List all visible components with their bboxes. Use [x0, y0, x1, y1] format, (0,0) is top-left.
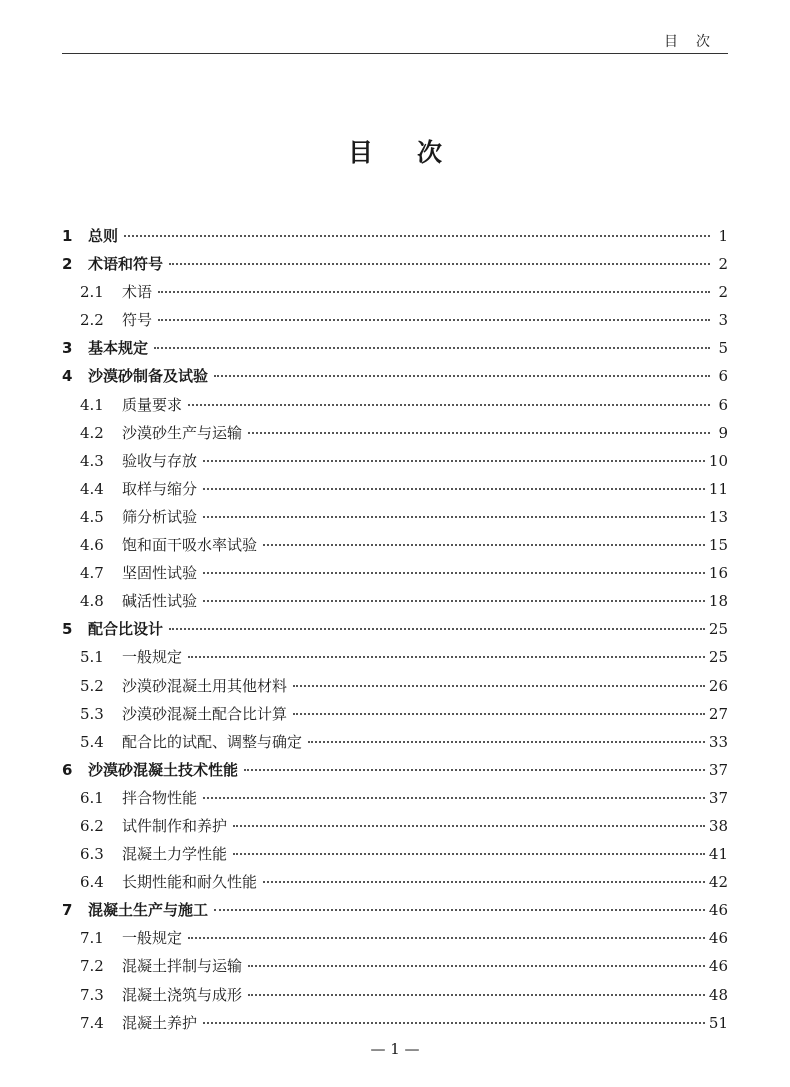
dot-leader [248, 432, 710, 434]
toc-entry-title: 取样与缩分 [122, 479, 198, 498]
toc-entry-number: 6.2 [80, 816, 104, 835]
toc-entry[interactable] [62, 531, 728, 559]
toc-entry-title: 验收与存放 [122, 451, 198, 470]
toc-entry-title: 混凝土浇筑与成形 [122, 985, 243, 1004]
dot-leader [169, 628, 705, 630]
toc-entry[interactable] [62, 334, 728, 362]
toc-entry-title: 术语和符号 [88, 255, 164, 274]
toc-entry-number: 6 [62, 760, 73, 779]
toc-entry[interactable] [62, 362, 728, 390]
toc-entry[interactable] [62, 475, 728, 503]
toc-entry-number: 7.1 [80, 929, 104, 948]
toc-entry-title: 符号 [122, 311, 153, 330]
toc-entry-number: 7.3 [80, 985, 104, 1004]
toc-entry[interactable] [62, 391, 728, 419]
dot-leader [293, 685, 705, 687]
toc-entry-title: 基本规定 [88, 339, 149, 358]
toc-entry-number: 1 [62, 227, 73, 245]
dot-leader [248, 965, 705, 967]
dot-leader [263, 881, 705, 883]
toc-entry[interactable] [62, 447, 728, 475]
toc-entry-title: 沙漠砂混凝土技术性能 [88, 760, 239, 779]
toc-entry-number: 7.2 [80, 957, 104, 976]
dot-leader [244, 769, 705, 771]
table-of-contents [62, 222, 728, 1037]
dot-leader [188, 937, 705, 939]
toc-entry[interactable] [62, 419, 728, 447]
toc-entry-title: 混凝土生产与施工 [88, 901, 209, 920]
dot-leader [214, 375, 710, 377]
toc-entry-number: 4.1 [80, 395, 104, 414]
toc-entry[interactable] [62, 643, 728, 671]
toc-entry-page: 2 [718, 255, 728, 274]
toc-entry-page: 25 [708, 620, 728, 639]
toc-entry-page: 2 [718, 283, 728, 302]
toc-entry[interactable] [62, 812, 728, 840]
toc-entry-title: 筛分析试验 [122, 507, 198, 526]
toc-entry-page: 9 [718, 423, 728, 442]
toc-entry-title: 混凝土力学性能 [122, 845, 228, 864]
dot-leader [188, 404, 710, 406]
toc-entry-number: 5.1 [80, 648, 104, 667]
toc-entry-page: 16 [708, 564, 728, 583]
toc-entry[interactable] [62, 756, 728, 784]
toc-entry-number: 2 [62, 255, 73, 274]
toc-entry-number: 4.5 [80, 507, 104, 526]
toc-entry-number: 2.1 [80, 283, 104, 302]
toc-entry[interactable] [62, 587, 728, 615]
toc-entry-page: 33 [708, 732, 728, 751]
toc-entry-title: 沙漠砂混凝土配合比计算 [122, 704, 288, 723]
toc-entry-number: 4.7 [80, 564, 104, 583]
running-header: 目次 [664, 34, 728, 50]
toc-entry-page: 27 [708, 704, 728, 723]
toc-entry-page: 6 [718, 367, 728, 386]
toc-entry-number: 7 [62, 901, 73, 920]
toc-entry-page: 10 [708, 451, 728, 470]
toc-entry[interactable] [62, 700, 728, 728]
toc-entry-number: 6.1 [80, 788, 104, 807]
toc-entry-number: 5.3 [80, 704, 104, 723]
dot-leader [188, 656, 705, 658]
toc-entry-title: 术语 [122, 283, 153, 302]
toc-entry-number: 5.2 [80, 676, 104, 695]
toc-entry-title: 坚固性试验 [122, 564, 198, 583]
toc-entry-title: 混凝土养护 [122, 1013, 198, 1032]
toc-entry[interactable] [62, 840, 728, 868]
toc-entry-title: 一般规定 [122, 929, 183, 948]
page-number: — 1 — [370, 1040, 420, 1058]
toc-entry-page: 6 [718, 395, 728, 414]
dot-leader [203, 460, 705, 462]
dot-leader [308, 741, 705, 743]
toc-entry-title: 总则 [88, 227, 119, 245]
toc-entry-title: 沙漠砂生产与运输 [122, 423, 243, 442]
toc-entry[interactable] [62, 981, 728, 1009]
toc-entry-page: 3 [718, 311, 728, 330]
toc-entry-page: 42 [708, 873, 728, 892]
toc-entry-title: 拌合物性能 [122, 788, 198, 807]
dot-leader [203, 572, 705, 574]
toc-entry-title: 配合比设计 [88, 620, 164, 639]
toc-entry-page: 37 [708, 788, 728, 807]
toc-entry-title: 碱活性试验 [122, 592, 198, 611]
toc-entry-page: 38 [708, 816, 728, 835]
toc-entry-page: 1 [718, 227, 728, 245]
toc-entry-title: 沙漠砂混凝土用其他材料 [122, 676, 288, 695]
toc-entry-number: 4.2 [80, 423, 104, 442]
dot-leader [203, 488, 705, 490]
toc-entry-page: 41 [708, 845, 728, 864]
dot-leader [203, 600, 705, 602]
toc-entry-number: 6.4 [80, 873, 104, 892]
header-rule [62, 53, 728, 54]
toc-entry-number: 4 [62, 367, 73, 386]
toc-entry-page: 5 [718, 339, 728, 358]
toc-entry-number: 4.8 [80, 592, 104, 611]
toc-entry[interactable] [62, 924, 728, 952]
dot-leader [154, 347, 710, 349]
toc-entry-title: 试件制作和养护 [122, 816, 228, 835]
toc-entry-page: 25 [708, 648, 728, 667]
dot-leader [124, 235, 710, 237]
dot-leader [263, 544, 705, 546]
toc-entry-number: 5.4 [80, 732, 104, 751]
toc-entry[interactable] [62, 278, 728, 306]
toc-entry-title: 一般规定 [122, 648, 183, 667]
toc-entry[interactable] [62, 868, 728, 896]
dot-leader [203, 1022, 705, 1024]
dot-leader [248, 994, 705, 996]
toc-entry[interactable] [62, 896, 728, 924]
toc-entry-page: 46 [708, 901, 728, 920]
dot-leader [203, 516, 705, 518]
dot-leader [233, 825, 705, 827]
toc-entry-page: 51 [708, 1013, 728, 1032]
toc-entry-page: 46 [708, 957, 728, 976]
toc-entry[interactable] [62, 952, 728, 980]
toc-entry-number: 5 [62, 620, 73, 639]
toc-entry[interactable] [62, 728, 728, 756]
page-title: 目次 [347, 138, 486, 167]
toc-entry-number: 2.2 [80, 311, 104, 330]
toc-entry-number: 3 [62, 339, 73, 358]
toc-entry-number: 6.3 [80, 845, 104, 864]
toc-entry-title: 配合比的试配、调整与确定 [122, 732, 303, 751]
toc-entry-number: 4.3 [80, 451, 104, 470]
dot-leader [293, 713, 705, 715]
toc-entry-page: 18 [708, 592, 728, 611]
toc-entry[interactable] [62, 615, 728, 643]
toc-entry[interactable] [62, 559, 728, 587]
toc-entry-number: 4.6 [80, 536, 104, 555]
toc-entry-title: 混凝土拌制与运输 [122, 957, 243, 976]
toc-entry-title: 饱和面干吸水率试验 [122, 536, 258, 555]
toc-entry-title: 质量要求 [122, 395, 183, 414]
dot-leader [214, 909, 705, 911]
toc-entry-page: 37 [708, 760, 728, 779]
toc-entry-page: 11 [708, 479, 728, 498]
toc-entry-title: 沙漠砂制备及试验 [88, 367, 209, 386]
toc-entry-page: 48 [708, 985, 728, 1004]
dot-leader [203, 797, 705, 799]
toc-entry-number: 4.4 [80, 479, 104, 498]
toc-entry[interactable] [62, 306, 728, 334]
dot-leader [158, 319, 710, 321]
dot-leader [169, 263, 710, 265]
toc-entry[interactable] [62, 250, 728, 278]
toc-entry[interactable] [62, 1009, 728, 1037]
toc-entry-page: 13 [708, 507, 728, 526]
toc-entry-number: 7.4 [80, 1013, 104, 1032]
toc-entry-page: 15 [708, 536, 728, 555]
toc-entry-page: 46 [708, 929, 728, 948]
toc-entry-page: 26 [708, 676, 728, 695]
dot-leader [233, 853, 705, 855]
toc-entry[interactable] [62, 672, 728, 700]
toc-entry[interactable] [62, 222, 728, 250]
toc-entry[interactable] [62, 784, 728, 812]
toc-entry[interactable] [62, 503, 728, 531]
toc-entry-title: 长期性能和耐久性能 [122, 873, 258, 892]
dot-leader [158, 291, 710, 293]
